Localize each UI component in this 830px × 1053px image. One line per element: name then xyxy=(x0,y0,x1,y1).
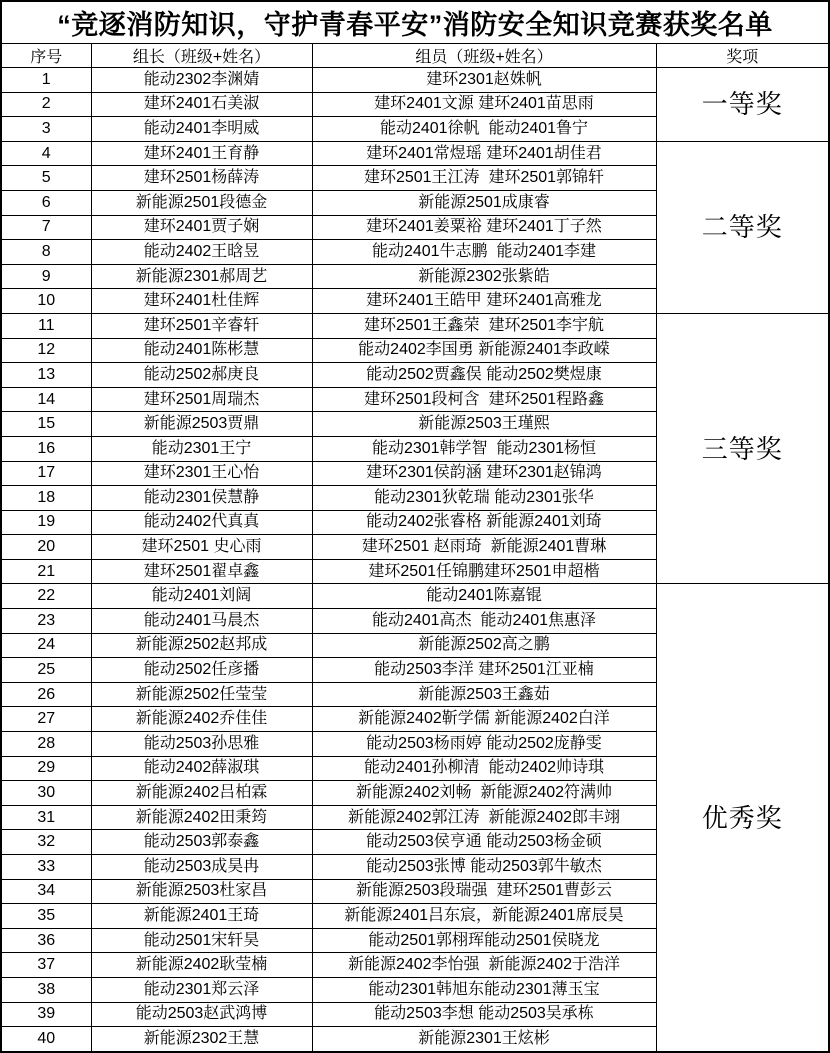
column-header-members: 组员（班级+姓名） xyxy=(312,44,656,68)
table-row xyxy=(1,141,829,166)
members-cell: 建环2401姜粟裕 建环2401丁子然 xyxy=(312,215,656,240)
table-row xyxy=(1,68,829,93)
awards-table-head xyxy=(1,1,829,68)
leader-cell: 能动2401陈彬慧 xyxy=(91,338,312,363)
members-cell: 能动2401陈嘉锟 xyxy=(312,584,656,609)
leader-cell: 能动2402代真真 xyxy=(91,510,312,535)
members-cell: 新能源2302张紫皓 xyxy=(312,264,656,289)
leader-cell: 新能源2401王琦 xyxy=(91,904,312,929)
leader-cell: 新能源2402乔佳佳 xyxy=(91,707,312,732)
row-number: 4 xyxy=(1,141,91,166)
row-number: 21 xyxy=(1,559,91,584)
leader-cell: 新能源2502任莹莹 xyxy=(91,682,312,707)
members-cell: 能动2301韩学智 能动2301杨恒 xyxy=(312,436,656,461)
leader-cell: 能动2402薛淑琪 xyxy=(91,756,312,781)
members-cell: 新能源2402靳学儒 新能源2402白洋 xyxy=(312,707,656,732)
leader-cell: 新能源2503杜家昌 xyxy=(91,879,312,904)
row-number: 29 xyxy=(1,756,91,781)
members-cell: 能动2503李想 能动2503吴承栋 xyxy=(312,1002,656,1027)
leader-cell: 建环2401王育静 xyxy=(91,141,312,166)
row-number: 40 xyxy=(1,1027,91,1052)
members-cell: 能动2501郭栩珲能动2501侯晓龙 xyxy=(312,928,656,953)
leader-cell: 能动2503赵武鸿博 xyxy=(91,1002,312,1027)
row-number: 25 xyxy=(1,658,91,683)
leader-cell: 建环2501辛睿轩 xyxy=(91,313,312,338)
members-cell: 新能源2301王炫彬 xyxy=(312,1027,656,1052)
members-cell: 建环2301赵姝帆 xyxy=(312,68,656,93)
leader-cell: 建环2401杜佳辉 xyxy=(91,289,312,314)
leader-cell: 新能源2301郝周艺 xyxy=(91,264,312,289)
members-cell: 能动2503张博 能动2503郭牛敏杰 xyxy=(312,855,656,880)
row-number: 10 xyxy=(1,289,91,314)
members-cell: 能动2401孙柳清 能动2402帅诗琪 xyxy=(312,756,656,781)
members-cell: 建环2401文源 建环2401苗思雨 xyxy=(312,92,656,117)
members-cell: 建环2501王江涛 建环2501郭锦轩 xyxy=(312,166,656,191)
leader-cell: 能动2502任彦播 xyxy=(91,658,312,683)
members-cell: 能动2401高杰 能动2401焦惠泽 xyxy=(312,609,656,634)
leader-cell: 新能源2302王慧 xyxy=(91,1027,312,1052)
row-number: 9 xyxy=(1,264,91,289)
table-row xyxy=(1,584,829,609)
leader-cell: 建环2501杨薛涛 xyxy=(91,166,312,191)
row-number: 27 xyxy=(1,707,91,732)
row-number: 30 xyxy=(1,781,91,806)
members-cell: 能动2301狄乾瑞 能动2301张华 xyxy=(312,486,656,511)
award-cell: 三等奖 xyxy=(656,313,829,584)
members-cell: 能动2503杨雨婷 能动2502庞静雯 xyxy=(312,732,656,757)
row-number: 32 xyxy=(1,830,91,855)
column-header-row xyxy=(1,44,829,68)
row-number: 8 xyxy=(1,240,91,265)
row-number: 6 xyxy=(1,190,91,215)
page-title: “竞逐消防知识，守护青春平安”消防安全知识竞赛获奖名单 xyxy=(1,1,829,44)
leader-cell: 新能源2502赵邦成 xyxy=(91,633,312,658)
leader-cell: 建环2501翟卓鑫 xyxy=(91,559,312,584)
row-number: 3 xyxy=(1,117,91,142)
leader-cell: 建环2401石美淑 xyxy=(91,92,312,117)
row-number: 18 xyxy=(1,486,91,511)
members-cell: 建环2401常煜瑶 建环2401胡佳君 xyxy=(312,141,656,166)
award-cell: 一等奖 xyxy=(656,68,829,142)
leader-cell: 能动2501宋轩昊 xyxy=(91,928,312,953)
row-number: 39 xyxy=(1,1002,91,1027)
leader-cell: 能动2302李渊婧 xyxy=(91,68,312,93)
leader-cell: 能动2301侯慧静 xyxy=(91,486,312,511)
members-cell: 新能源2502高之鹏 xyxy=(312,633,656,658)
leader-cell: 新能源2503贾鼎 xyxy=(91,412,312,437)
members-cell: 能动2402李国勇 新能源2401李政嵘 xyxy=(312,338,656,363)
title-row xyxy=(1,1,829,44)
members-cell: 新能源2503王瑾熙 xyxy=(312,412,656,437)
row-number: 28 xyxy=(1,732,91,757)
members-cell: 能动2503侯亨通 能动2503杨金硕 xyxy=(312,830,656,855)
row-number: 36 xyxy=(1,928,91,953)
leader-cell: 建环2401贾子娴 xyxy=(91,215,312,240)
members-cell: 能动2301韩旭东能动2301薄玉宝 xyxy=(312,977,656,1002)
members-cell: 新能源2503王鑫茹 xyxy=(312,682,656,707)
leader-cell: 能动2401李明威 xyxy=(91,117,312,142)
row-number: 26 xyxy=(1,682,91,707)
leader-cell: 能动2503成昊冉 xyxy=(91,855,312,880)
members-cell: 建环2501任锦鹏建环2501申超楷 xyxy=(312,559,656,584)
leader-cell: 能动2502郝庚良 xyxy=(91,363,312,388)
awards-table-body xyxy=(1,68,829,1052)
members-cell: 新能源2402郭江涛 新能源2402郎丰翊 xyxy=(312,805,656,830)
row-number: 35 xyxy=(1,904,91,929)
leader-cell: 能动2301郑云泽 xyxy=(91,977,312,1002)
row-number: 2 xyxy=(1,92,91,117)
members-cell: 能动2401牛志鹏 能动2401李建 xyxy=(312,240,656,265)
leader-cell: 能动2301王宁 xyxy=(91,436,312,461)
members-cell: 能动2402张睿格 新能源2401刘琦 xyxy=(312,510,656,535)
leader-cell: 能动2503孙思雅 xyxy=(91,732,312,757)
row-number: 20 xyxy=(1,535,91,560)
leader-cell: 能动2402王晗昱 xyxy=(91,240,312,265)
members-cell: 建环2401王皓甲 建环2401高雅龙 xyxy=(312,289,656,314)
leader-cell: 能动2401马晨杰 xyxy=(91,609,312,634)
row-number: 14 xyxy=(1,387,91,412)
row-number: 33 xyxy=(1,855,91,880)
members-cell: 新能源2503段瑞强 建环2501曹彭云 xyxy=(312,879,656,904)
award-cell: 优秀奖 xyxy=(656,584,829,1052)
members-cell: 能动2503李洋 建环2501江亚楠 xyxy=(312,658,656,683)
members-cell: 新能源2501成康睿 xyxy=(312,190,656,215)
award-cell: 二等奖 xyxy=(656,141,829,313)
members-cell: 建环2501段柯含 建环2501程路鑫 xyxy=(312,387,656,412)
row-number: 37 xyxy=(1,953,91,978)
members-cell: 建环2301侯韵涵 建环2301赵锦鸿 xyxy=(312,461,656,486)
column-header-award: 奖项 xyxy=(656,44,829,68)
leader-cell: 新能源2402田秉筠 xyxy=(91,805,312,830)
leader-cell: 新能源2501段德金 xyxy=(91,190,312,215)
members-cell: 新能源2402李怡强 新能源2402于浩洋 xyxy=(312,953,656,978)
row-number: 19 xyxy=(1,510,91,535)
table-row xyxy=(1,313,829,338)
leader-cell: 建环2501周瑞杰 xyxy=(91,387,312,412)
row-number: 1 xyxy=(1,68,91,93)
members-cell: 能动2502贾鑫俣 能动2502樊煜康 xyxy=(312,363,656,388)
leader-cell: 新能源2402耿莹楠 xyxy=(91,953,312,978)
row-number: 34 xyxy=(1,879,91,904)
row-number: 11 xyxy=(1,313,91,338)
row-number: 7 xyxy=(1,215,91,240)
row-number: 17 xyxy=(1,461,91,486)
row-number: 22 xyxy=(1,584,91,609)
row-number: 24 xyxy=(1,633,91,658)
row-number: 15 xyxy=(1,412,91,437)
leader-cell: 能动2401刘阔 xyxy=(91,584,312,609)
members-cell: 建环2501 赵雨琦 新能源2401曹琳 xyxy=(312,535,656,560)
row-number: 23 xyxy=(1,609,91,634)
row-number: 38 xyxy=(1,977,91,1002)
row-number: 5 xyxy=(1,166,91,191)
leader-cell: 能动2503郭泰鑫 xyxy=(91,830,312,855)
leader-cell: 建环2301王心怡 xyxy=(91,461,312,486)
members-cell: 新能源2402刘畅 新能源2402符满帅 xyxy=(312,781,656,806)
row-number: 31 xyxy=(1,805,91,830)
members-cell: 建环2501王鑫荣 建环2501李宇航 xyxy=(312,313,656,338)
members-cell: 新能源2401吕东宸，新能源2401席辰昊 xyxy=(312,904,656,929)
row-number: 16 xyxy=(1,436,91,461)
row-number: 12 xyxy=(1,338,91,363)
members-cell: 能动2401徐帆 能动2401鲁宁 xyxy=(312,117,656,142)
column-header-leader: 组长（班级+姓名） xyxy=(91,44,312,68)
leader-cell: 建环2501 史心雨 xyxy=(91,535,312,560)
column-header-number: 序号 xyxy=(1,44,91,68)
row-number: 13 xyxy=(1,363,91,388)
leader-cell: 新能源2402吕柏霖 xyxy=(91,781,312,806)
